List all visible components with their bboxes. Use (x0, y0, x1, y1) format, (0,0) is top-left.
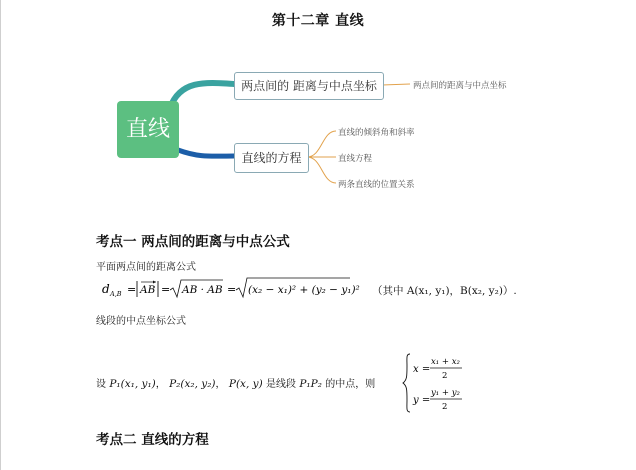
svg-text:x =: x = (413, 364, 431, 375)
midpoint-system (402, 352, 482, 414)
mind-map-connectors (0, 0, 636, 210)
formula-radicand: (x₂ − x₁)² + (y₂ − y₁)² (248, 284, 360, 296)
midpoint-x-denominator: 2 (442, 371, 448, 381)
mind-map-leaf: 两条直线的位置关系 (338, 180, 415, 190)
mind-map (0, 0, 636, 210)
formula-abs-vector: AB (140, 284, 156, 296)
midpoint-formula-label: 线段的中点坐标公式 (96, 316, 186, 327)
section-heading-1: 考点一 两点间的距离与中点公式 (96, 234, 290, 250)
svg-text:=: = (161, 283, 171, 296)
system-brace (403, 354, 410, 412)
distance-formula (100, 276, 362, 302)
point-p: P(x, y) (228, 378, 263, 390)
point-p1: P₁(x₁, y₁) (109, 378, 156, 390)
svg-text:=: = (127, 283, 137, 296)
mind-map-leaf: 直线的倾斜角和斜率 (338, 128, 415, 138)
leaf-connector-2 (307, 131, 336, 157)
branch-connector-1 (170, 83, 234, 108)
formula-d-subscript: A,B (110, 290, 122, 298)
point-p2: P₂(x₂, y₂) (169, 378, 216, 390)
mind-map-leaf: 直线方程 (338, 154, 373, 164)
midpoint-y-numerator: y₁ + y₂ (431, 388, 460, 398)
chapter-title: 第十二章 直线 (271, 13, 365, 29)
distance-formula-note: （其中 A(x₁, y₁)，B(x₂, y₂)）. (372, 285, 517, 297)
mind-map-node-distance: 两点间的 距离与中点坐标 (234, 72, 384, 100)
segment-p1p2: P₁P₂ (299, 378, 322, 390)
formula-d: d (102, 282, 110, 296)
formula-dot-product: AB · AB (182, 284, 223, 296)
branch-connector-2 (178, 150, 234, 156)
midpoint-x-numerator: x₁ + x₂ (431, 357, 460, 367)
mind-map-node-line-equation: 直线的方程 (234, 143, 309, 173)
midpoint-sentence: 设 P₁(x₁, y₁)， P₂(x₂, y₂)， P(x, y) 是线段 P₁P₂ 的中点，则 (96, 378, 376, 390)
svg-text:=: = (227, 283, 237, 296)
svg-text:y =: y = (413, 395, 431, 406)
mind-map-root: 直线 (117, 101, 179, 158)
section-heading-2: 考点二 直线的方程 (96, 432, 209, 448)
midpoint-y-denominator: 2 (442, 402, 448, 412)
distance-formula-label: 平面两点间的距离公式 (96, 262, 196, 273)
leaf-connector-4 (307, 157, 336, 183)
mind-map-leaf: 两点间的距离与中点坐标 (413, 81, 507, 91)
leaf-connector-1 (382, 84, 410, 85)
